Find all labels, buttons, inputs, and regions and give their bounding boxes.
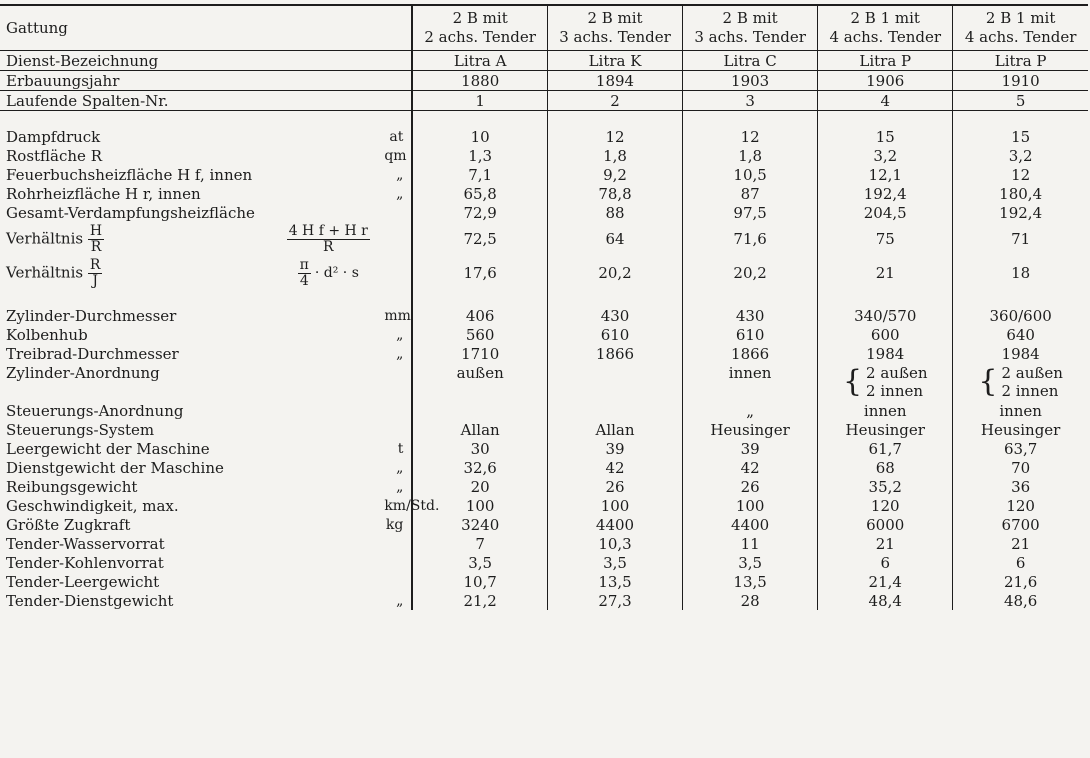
formula-rest: · d² · s <box>314 265 359 281</box>
table-row <box>0 477 1088 496</box>
value-cell: Allan <box>412 420 547 439</box>
value-cell: 48,6 <box>953 591 1088 610</box>
value-cell: 1984 <box>818 344 953 363</box>
value-cell: Heusinger <box>683 420 818 439</box>
table-row <box>0 515 1088 534</box>
unit-cell: km/Std. <box>384 497 440 514</box>
formula-cell <box>278 553 378 572</box>
value-cell: 72,9 <box>412 203 547 222</box>
value-cell: 3 <box>683 91 818 111</box>
brace-glyph: { <box>978 364 998 399</box>
value-cell: 360/600 <box>953 306 1088 325</box>
section-gap <box>0 111 1088 128</box>
formula-cell <box>278 127 378 146</box>
ratio-label: Verhältnis <box>6 229 84 247</box>
value-cell: 1,3 <box>412 146 547 165</box>
value-cell: 70 <box>953 458 1088 477</box>
row-label: Zylinder-Durchmesser <box>6 306 177 325</box>
value-cell: 3,5 <box>412 553 547 572</box>
row-label: Treibrad-Durchmesser <box>6 344 179 363</box>
table-row <box>0 203 1088 222</box>
value-cell: 78,8 <box>547 184 682 203</box>
value-cell: außen <box>412 363 547 382</box>
unit-cell: mm <box>384 307 411 324</box>
unit-cell: „ <box>396 345 404 362</box>
unit-cell: kg <box>385 516 404 533</box>
unit-cell: at <box>389 128 404 145</box>
value-cell: 15 <box>953 127 1088 146</box>
ratio-fraction <box>88 224 104 255</box>
value-cell: 430 <box>683 306 818 325</box>
value-cell <box>683 382 818 401</box>
value-cell: 1866 <box>683 344 818 363</box>
formula-cell <box>278 222 378 256</box>
value-cell: 88 <box>547 203 682 222</box>
value-cell <box>547 363 682 382</box>
value-cell: 30 <box>412 439 547 458</box>
value-cell: Allan <box>547 420 682 439</box>
table-row-zylinder-anordnung <box>0 363 1088 382</box>
unit-cell <box>378 553 412 572</box>
unit-cell <box>378 572 412 591</box>
gap-cell <box>412 290 547 306</box>
gap-cell <box>378 111 412 128</box>
table-row <box>0 344 1088 363</box>
gap-cell <box>0 290 278 306</box>
value-cell: 87 <box>683 184 818 203</box>
table-row <box>0 146 1088 165</box>
value-cell: 204,5 <box>818 203 953 222</box>
unit-cell: „ <box>396 478 404 495</box>
value-cell: 6 <box>953 553 1088 572</box>
unit-cell <box>378 401 412 420</box>
row-label <box>0 222 278 256</box>
unit-cell <box>378 420 412 439</box>
unit-cell: „ <box>396 592 404 609</box>
value-cell: Litra C <box>683 51 818 71</box>
value-cell: 3,2 <box>953 146 1088 165</box>
row-label: Dienst-Bezeichnung <box>0 51 278 71</box>
table-row <box>0 184 1088 203</box>
fraction-denominator: R <box>90 238 102 255</box>
column-header-line1: 2 B mit <box>587 9 643 27</box>
brace-value-cell <box>818 363 953 401</box>
table-row <box>0 325 1088 344</box>
formula-cell <box>278 591 378 610</box>
formula-cell <box>278 420 378 439</box>
unit-cell: „ <box>396 166 404 183</box>
value-cell: 15 <box>818 127 953 146</box>
value-cell: 65,8 <box>412 184 547 203</box>
value-cell: 11 <box>683 534 818 553</box>
brace-top: 2 außen <box>1001 364 1063 382</box>
value-cell: Heusinger <box>953 420 1088 439</box>
column-header <box>412 6 547 51</box>
brace-bottom: 2 innen <box>866 382 924 400</box>
unit-cell <box>378 71 412 91</box>
fraction-numerator: π <box>299 256 309 273</box>
table-row <box>0 534 1088 553</box>
row-label: Reibungsgewicht <box>6 477 138 496</box>
formula-cell <box>278 51 378 71</box>
value-cell: 1 <box>412 91 547 111</box>
row-label: Tender-Leergewicht <box>6 572 160 591</box>
ratio-row-r-over-j <box>0 256 1088 290</box>
unit-cell <box>378 203 412 222</box>
table-row <box>0 591 1088 610</box>
unit-cell <box>378 51 412 71</box>
table-row <box>0 553 1088 572</box>
row-label: Steuerungs-System <box>6 420 155 439</box>
column-header-line1: 2 B 1 mit <box>850 9 920 27</box>
value-cell: 1903 <box>683 71 818 91</box>
value-cell: 1866 <box>547 344 682 363</box>
value-cell: 7,1 <box>412 165 547 184</box>
value-cell: 64 <box>547 222 682 256</box>
row-label: Feuerbuchsheizfläche H f, innen <box>6 165 253 184</box>
value-cell: 3240 <box>412 515 547 534</box>
row-label: Kolbenhub <box>6 325 88 344</box>
value-cell: 63,7 <box>953 439 1088 458</box>
value-cell: 180,4 <box>953 184 1088 203</box>
column-header-line2: 4 achs. Tender <box>829 28 942 46</box>
value-cell: 192,4 <box>818 184 953 203</box>
unit-cell <box>378 6 412 51</box>
unit-cell <box>378 222 412 256</box>
value-cell: 340/570 <box>818 306 953 325</box>
column-header-line2: 2 achs. Tender <box>424 28 536 46</box>
value-cell: 192,4 <box>953 203 1088 222</box>
column-header-line2: 4 achs. Tender <box>964 28 1077 46</box>
locomotive-spec-table <box>0 4 1088 610</box>
formula-cell <box>278 71 378 91</box>
unit-cell: „ <box>396 185 404 202</box>
fraction-denominator: 4 <box>299 272 309 289</box>
value-cell: 20,2 <box>547 256 682 290</box>
unit-cell <box>378 91 412 111</box>
row-label: Gesamt-Verdampfungsheizfläche <box>6 203 255 222</box>
row-label: Rohrheizfläche H r, innen <box>6 184 201 203</box>
column-header <box>953 6 1088 51</box>
formula-cell <box>278 534 378 553</box>
value-cell: 21,2 <box>412 591 547 610</box>
value-cell: 100 <box>547 496 682 515</box>
row-label: Laufende Spalten-Nr. <box>0 91 278 111</box>
fraction-denominator: R <box>323 238 334 255</box>
formula-cell <box>278 458 378 477</box>
value-cell: 2 <box>547 91 682 111</box>
value-cell: Heusinger <box>818 420 953 439</box>
value-cell: 27,3 <box>547 591 682 610</box>
unit-cell: „ <box>396 459 404 476</box>
value-cell: 1906 <box>818 71 953 91</box>
formula-cell <box>278 256 378 290</box>
formula-cell <box>278 6 378 51</box>
gap-cell <box>547 111 682 128</box>
row-label: Dienstgewicht der Maschine <box>6 458 224 477</box>
gap-cell <box>278 111 378 128</box>
row-label: Dampfdruck <box>6 127 101 146</box>
formula-cell <box>278 146 378 165</box>
value-cell: 4 <box>818 91 953 111</box>
table-row <box>0 496 1088 515</box>
table-row-steuerungs-anordnung <box>0 401 1088 420</box>
value-cell: 610 <box>683 325 818 344</box>
value-cell: 71 <box>953 222 1088 256</box>
value-cell: 12 <box>547 127 682 146</box>
value-cell: 560 <box>412 325 547 344</box>
row-label: Gattung <box>6 18 68 37</box>
value-cell: 10,7 <box>412 572 547 591</box>
table-row <box>0 127 1088 146</box>
value-cell <box>547 382 682 401</box>
value-cell: 39 <box>547 439 682 458</box>
value-cell: 4400 <box>683 515 818 534</box>
section-gap <box>0 290 1088 306</box>
table-row <box>0 91 1088 111</box>
value-cell <box>412 382 547 401</box>
value-cell: 42 <box>547 458 682 477</box>
gap-cell <box>953 290 1088 306</box>
value-cell: 20,2 <box>683 256 818 290</box>
value-cell: 1,8 <box>683 146 818 165</box>
unit-cell <box>378 363 412 382</box>
formula-cell <box>278 203 378 222</box>
value-cell: 72,5 <box>412 222 547 256</box>
value-cell: 6 <box>818 553 953 572</box>
value-cell: 430 <box>547 306 682 325</box>
gap-cell <box>683 111 818 128</box>
value-cell: 6000 <box>818 515 953 534</box>
value-cell: 5 <box>953 91 1088 111</box>
row-label: Tender-Kohlenvorrat <box>6 553 164 572</box>
column-header <box>547 6 682 51</box>
row-label: Geschwindigkeit, max. <box>6 496 179 515</box>
ratio-row-h-over-r <box>0 222 1088 256</box>
value-cell <box>412 401 547 420</box>
gap-cell <box>953 111 1088 128</box>
formula-cell <box>278 363 378 382</box>
value-cell: 9,2 <box>547 165 682 184</box>
value-cell: 75 <box>818 222 953 256</box>
formula-cell <box>278 165 378 184</box>
value-cell: 35,2 <box>818 477 953 496</box>
value-cell: 1984 <box>953 344 1088 363</box>
unit-cell: „ <box>396 326 404 343</box>
unit-cell: qm <box>384 147 407 164</box>
value-cell: 48,4 <box>818 591 953 610</box>
value-cell: 21,4 <box>818 572 953 591</box>
formula-fraction <box>287 224 370 255</box>
value-cell: 1910 <box>953 71 1088 91</box>
value-cell: 39 <box>683 439 818 458</box>
value-cell: Litra K <box>547 51 682 71</box>
formula-cell <box>278 477 378 496</box>
value-cell: 3,5 <box>547 553 682 572</box>
row-label: Leergewicht der Maschine <box>6 439 210 458</box>
value-cell: Litra P <box>818 51 953 71</box>
fraction-denominator: J <box>92 272 98 289</box>
brace-glyph: { <box>842 364 863 399</box>
value-cell: 97,5 <box>683 203 818 222</box>
row-label: Zylinder-Anordnung <box>6 363 160 382</box>
unit-cell <box>378 256 412 290</box>
column-header <box>683 6 818 51</box>
value-cell: 3,2 <box>818 146 953 165</box>
row-label: Größte Zugkraft <box>6 515 131 534</box>
value-cell: 1710 <box>412 344 547 363</box>
column-header-line2: 3 achs. Tender <box>694 28 806 46</box>
ratio-label: Verhältnis <box>6 263 84 281</box>
brace-bottom: 2 innen <box>1001 382 1059 400</box>
table-row <box>0 439 1088 458</box>
value-cell: Litra P <box>953 51 1088 71</box>
formula-cell <box>278 439 378 458</box>
value-cell: 21 <box>818 256 953 290</box>
value-cell: 26 <box>683 477 818 496</box>
value-cell: 600 <box>818 325 953 344</box>
value-cell: 100 <box>412 496 547 515</box>
value-cell: 26 <box>547 477 682 496</box>
value-cell <box>547 401 682 420</box>
value-cell: 21 <box>818 534 953 553</box>
value-cell: 3,5 <box>683 553 818 572</box>
formula-cell <box>278 496 378 515</box>
row-label: Rostfläche R <box>6 146 102 165</box>
column-header <box>818 6 953 51</box>
value-cell: 12 <box>953 165 1088 184</box>
value-cell: 10,5 <box>683 165 818 184</box>
value-cell: 406 <box>412 306 547 325</box>
value-cell: 120 <box>818 496 953 515</box>
value-cell: 20 <box>412 477 547 496</box>
value-cell: 28 <box>683 591 818 610</box>
formula-cell <box>278 306 378 325</box>
value-cell: 10 <box>412 127 547 146</box>
table-row <box>0 165 1088 184</box>
value-cell: 68 <box>818 458 953 477</box>
column-header-line1: 2 B mit <box>722 9 778 27</box>
value-cell: 21 <box>953 534 1088 553</box>
gap-cell <box>378 290 412 306</box>
unit-cell <box>378 534 412 553</box>
value-cell: 12,1 <box>818 165 953 184</box>
gap-cell <box>547 290 682 306</box>
value-cell: 1894 <box>547 71 682 91</box>
row-label <box>0 382 278 401</box>
formula-cell <box>278 515 378 534</box>
value-cell: 1880 <box>412 71 547 91</box>
row-label: Tender-Wasservorrat <box>6 534 165 553</box>
value-cell: 640 <box>953 325 1088 344</box>
value-cell: 12 <box>683 127 818 146</box>
row-label <box>0 256 278 290</box>
brace-value-cell <box>953 363 1088 401</box>
value-cell: 6700 <box>953 515 1088 534</box>
value-cell: „ <box>683 401 818 420</box>
formula-cell <box>278 325 378 344</box>
value-cell: innen <box>953 401 1088 420</box>
formula-cell <box>278 401 378 420</box>
table-row <box>0 458 1088 477</box>
formula-cell <box>278 344 378 363</box>
column-header-line2: 3 achs. Tender <box>559 28 671 46</box>
value-cell: 13,5 <box>683 572 818 591</box>
value-cell: 61,7 <box>818 439 953 458</box>
value-cell: 13,5 <box>547 572 682 591</box>
column-header-line1: 2 B 1 mit <box>985 9 1056 27</box>
value-cell: innen <box>818 401 953 420</box>
value-cell: 100 <box>683 496 818 515</box>
value-cell: innen <box>683 363 818 382</box>
table-row <box>0 572 1088 591</box>
column-header-line1: 2 B mit <box>452 9 508 27</box>
value-cell: 71,6 <box>683 222 818 256</box>
table-row <box>0 71 1088 91</box>
row-label: Steuerungs-Anordnung <box>6 401 184 420</box>
value-cell: 36 <box>953 477 1088 496</box>
formula-cell <box>278 184 378 203</box>
formula-fraction <box>298 258 311 289</box>
fraction-numerator: H <box>89 222 103 239</box>
unit-cell: t <box>397 440 404 457</box>
value-cell: 10,3 <box>547 534 682 553</box>
ratio-fraction <box>88 258 103 289</box>
gap-cell <box>0 111 278 128</box>
value-cell: Litra A <box>412 51 547 71</box>
table-row <box>0 306 1088 325</box>
gap-cell <box>818 290 953 306</box>
row-label: Erbauungsjahr <box>0 71 278 91</box>
value-cell: 21,6 <box>953 572 1088 591</box>
fraction-numerator: R <box>89 256 101 273</box>
header-row <box>0 6 1088 51</box>
value-cell: 42 <box>683 458 818 477</box>
formula-cell <box>278 382 378 401</box>
brace-top: 2 außen <box>866 364 928 382</box>
formula-cell <box>278 572 378 591</box>
value-cell: 17,6 <box>412 256 547 290</box>
row-label: Tender-Dienstgewicht <box>6 591 174 610</box>
value-cell: 4400 <box>547 515 682 534</box>
value-cell: 610 <box>547 325 682 344</box>
value-cell: 18 <box>953 256 1088 290</box>
unit-cell <box>378 382 412 401</box>
formula-cell <box>278 91 378 111</box>
value-cell: 7 <box>412 534 547 553</box>
value-cell: 32,6 <box>412 458 547 477</box>
gap-cell <box>818 111 953 128</box>
value-cell: 1,8 <box>547 146 682 165</box>
table-row <box>0 420 1088 439</box>
value-cell: 120 <box>953 496 1088 515</box>
fraction-numerator: 4 H f + H r <box>288 222 368 239</box>
gap-cell <box>412 111 547 128</box>
gap-cell <box>683 290 818 306</box>
table-row <box>0 51 1088 71</box>
gap-cell <box>278 290 378 306</box>
